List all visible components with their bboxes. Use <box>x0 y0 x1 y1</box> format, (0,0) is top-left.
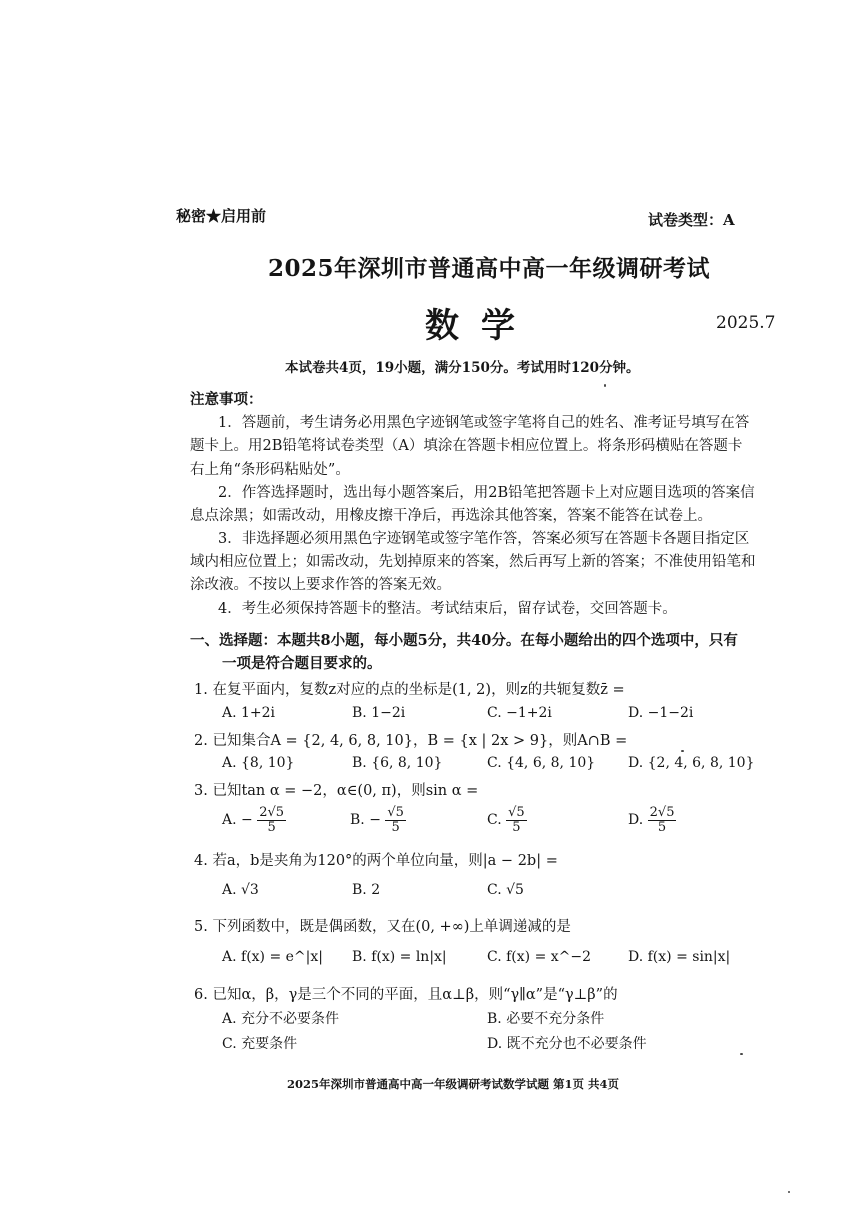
option-c: C. $\frac{√5}{5}$ <box>487 805 525 835</box>
option-d: D. {2, 4, 6, 8, 10} <box>628 755 755 771</box>
subject-title: 数学 <box>425 306 537 346</box>
option-c: C. {4, 6, 8, 10} <box>487 755 596 771</box>
question-stem: 1. 在复平面内，复数z对应的点的坐标是(1, 2)，则z的共轭复数z̄ = <box>194 682 625 698</box>
option-c: C. √5 <box>487 882 524 898</box>
fraction: $\frac{√5}{5}$ <box>387 805 404 835</box>
section-heading-cont: 一项是符合题目要求的。 <box>222 655 382 672</box>
option-d: D. f(x) = sin|x| <box>628 949 731 965</box>
question-stem: 2. 已知集合A = {2, 4, 6, 8, 10}，B = {x | 2x > 9}，则A∩B = <box>194 733 628 749</box>
exam-info: 本试卷共4页，19小题，满分150分。考试用时120分钟。 <box>285 360 640 376</box>
note-line: 题卡上。用2B铅笔将试卷类型（A）填涂在答题卡相应位置上。将条形码横贴在答题卡 <box>190 438 743 454</box>
note-line: 息点涂黑；如需改动，用橡皮擦干净后，再选涂其他答案，答案不能答在试卷上。 <box>190 508 712 524</box>
option-b: B. 2 <box>352 882 381 898</box>
option-c: C. 充要条件 <box>222 1036 298 1052</box>
paper-type: 试卷类型：A <box>648 211 735 229</box>
question-stem: 6. 已知α，β，γ是三个不同的平面，且α⊥β，则“γ∥α”是“γ⊥β”的 <box>194 987 618 1003</box>
fraction: $\frac{2√5}{5}$ <box>259 805 285 835</box>
option-b: B. − $\frac{√5}{5}$ <box>350 805 404 835</box>
note-line: 1．答题前，考生请务必用黑色字迹钢笔或签字笔将自己的姓名、准考证号填写在答 <box>218 415 750 431</box>
confidential-mark: 秘密★启用前 <box>176 207 267 225</box>
section-heading: 一、选择题：本题共8小题，每小题5分，共40分。在每小题给出的四个选项中，只有 <box>190 632 738 649</box>
note-line: 4．考生必须保持答题卡的整洁。考试结束后，留存试卷，交回答题卡。 <box>218 601 677 617</box>
scan-speck <box>788 1191 790 1193</box>
option-a: A. f(x) = e^|x| <box>222 949 323 965</box>
fraction: $\frac{2√5}{5}$ <box>649 805 675 835</box>
notes-heading: 注意事项： <box>190 391 263 408</box>
option-c: C. −1+2i <box>487 705 552 721</box>
option-b: B. 1−2i <box>352 705 406 721</box>
option-b: B. 必要不充分条件 <box>487 1011 605 1027</box>
note-line: 3．非选择题必须用黑色字迹钢笔或签字笔作答，答案必须写在答题卡各题目指定区 <box>218 531 750 547</box>
option-a: A. 充分不必要条件 <box>222 1011 340 1027</box>
exam-date: 2025.7 <box>716 313 776 333</box>
option-a: A. − $\frac{2√5}{5}$ <box>222 805 285 835</box>
note-line: 域内相应位置上；如需改动，先划掉原来的答案，然后再写上新的答案；不准使用铅笔和 <box>190 554 756 570</box>
option-a: A. 1+2i <box>222 705 276 721</box>
question-stem: 5. 下列函数中，既是偶函数，又在(0, +∞)上单调递减的是 <box>194 919 571 935</box>
fraction: $\frac{√5}{5}$ <box>508 805 525 835</box>
question-stem: 3. 已知tan α = −2，α∈(0, π)，则sin α = <box>194 783 479 799</box>
option-d: D. 既不充分也不必要条件 <box>487 1036 647 1052</box>
scan-speck <box>604 384 606 387</box>
note-line: 2．作答选择题时，选出每小题答案后，用2B铅笔把答题卡上对应题目选项的答案信 <box>218 485 755 501</box>
option-d: D. $\frac{2√5}{5}$ <box>628 805 675 835</box>
option-a: A. {8, 10} <box>222 755 295 771</box>
option-b: B. f(x) = ln|x| <box>352 949 447 965</box>
question-stem: 4. 若a，b是夹角为120°的两个单位向量，则|a − 2b| = <box>194 853 558 869</box>
option-d: D. −1−2i <box>628 705 694 721</box>
note-line: 涂改液。不按以上要求作答的答案无效。 <box>190 577 451 593</box>
note-line: 右上角“条形码粘贴处”。 <box>190 462 350 478</box>
scan-speck <box>681 750 684 752</box>
option-a: A. √3 <box>222 882 259 898</box>
option-c: C. f(x) = x^−2 <box>487 949 592 965</box>
exam-title: 2025年深圳市普通高中高一年级调研考试 <box>268 255 711 282</box>
option-b: B. {6, 8, 10} <box>352 755 443 771</box>
scan-speck <box>740 1053 743 1055</box>
page-footer: 2025年深圳市普通高中高一年级调研考试数学试题 第1页 共4页 <box>287 1077 620 1091</box>
